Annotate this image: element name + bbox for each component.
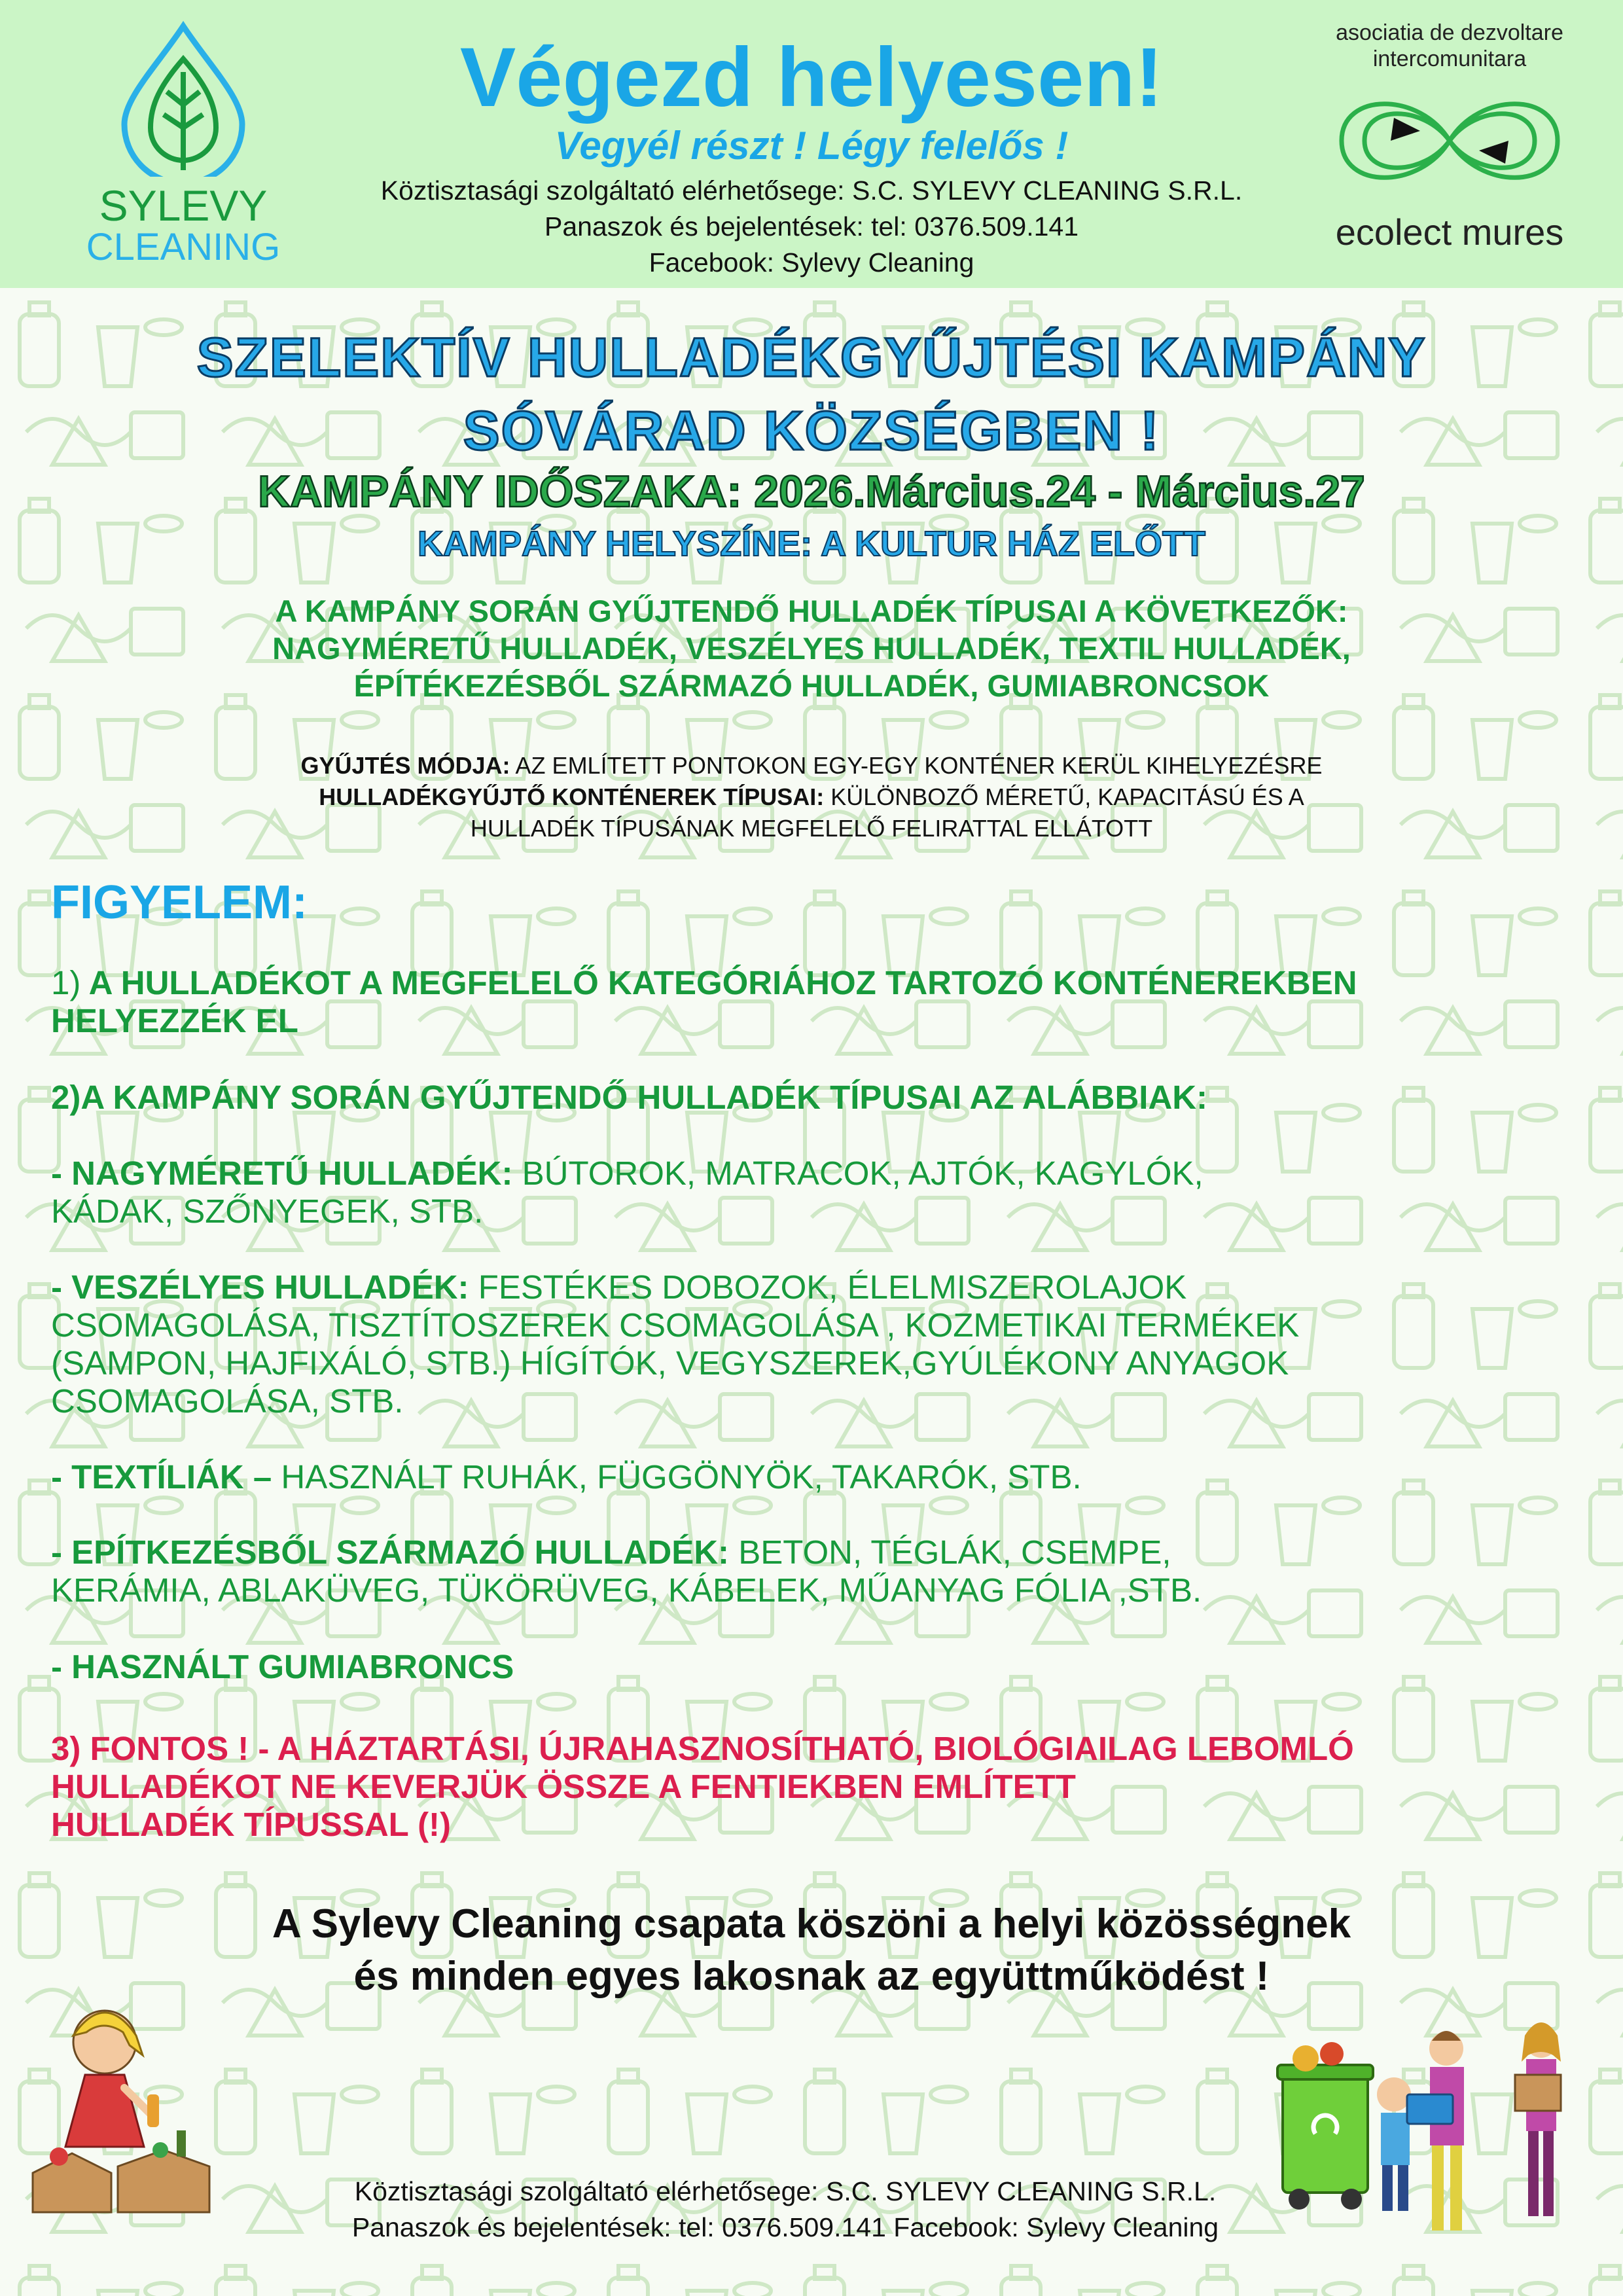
bulky-waste-text: BÚTOROK, MATRACOK, AJTÓK, KAGYLÓK,: [512, 1155, 1204, 1192]
notice-item1-line2: HELYEZZÉK EL: [51, 1002, 298, 1039]
construction-waste-text: BETON, TÉGLÁK, CSEMPE,: [729, 1534, 1171, 1571]
campaign-place: KAMPÁNY HELYSZÍNE: A KULTUR HÁZ ELŐTT: [417, 524, 1205, 564]
important-line1: 3) FONTOS ! - A HÁZTARTÁSI, ÚJRAHASZNOSÍTHATÓ, BIOLÓGIAILAG LEBOMLÓ: [51, 1730, 1354, 1767]
types-line1: A KAMPÁNY SORÁN GYŰJTENDŐ HULLADÉK TÍPUSAI A KÖVETKEZŐK:: [275, 594, 1348, 628]
item1-text: A HULLADÉKOT A MEGFELELŐ KATEGÓRIÁHOZ TARTOZÓ KONTÉNEREKBEN: [80, 964, 1357, 1001]
hazardous-waste-text3: (SAMPON, HAJFIXÁLÓ, STB.) HÍGÍTÓK, VEGYSZEREK,GYÚLÉKONY ANYAGOK: [51, 1344, 1289, 1382]
textiles-label: - TEXTÍLIÁK –: [51, 1458, 272, 1496]
important-line3: HULLADÉK TÍPUSSAL (!): [51, 1806, 452, 1843]
campaign-title-line2: SÓVÁRAD KÖZSÉGBEN !: [463, 400, 1160, 461]
footer-company: Köztisztasági szolgáltató elérhetősege: S.C. SYLEVY CLEANING S.R.L.: [354, 2176, 1217, 2206]
infinity-recycle-icon: [1302, 72, 1597, 209]
ecolect-logo: [1302, 20, 1597, 268]
sylevy-logo: [79, 20, 288, 268]
method-text: AZ EMLÍTETT PONTOKON EGY-EGY KONTÉNER KERÜL KIHELYEZÉSRE: [510, 752, 1323, 779]
header-contact-phone: Panaszok és bejelentések: tel: 0376.509.141: [544, 211, 1079, 242]
collection-method: [65, 750, 1558, 781]
notice-item1-line1: [51, 964, 1576, 1002]
logo-sylevy-text: SYLEVY: [99, 181, 268, 230]
hazardous-waste-line4: [51, 1382, 1576, 1420]
page-title: Végezd helyesen!: [459, 31, 1164, 124]
used-tires: - HASZNÁLT GUMIABRONCS: [51, 1648, 514, 1685]
thanks-line1: A Sylevy Cleaning csapata köszöni a helyi közösségnek: [272, 1901, 1351, 1946]
containers-text-line2: HULLADÉK TÍPUSÁNAK MEGFELELŐ FELIRATTAL ELLÁTOTT: [470, 815, 1153, 842]
hazardous-waste-line2: [51, 1306, 1576, 1344]
textiles-line: [51, 1458, 1576, 1496]
bulky-waste-line2: [51, 1193, 1576, 1230]
notice-heading: FIGYELEM:: [51, 876, 308, 929]
hazardous-waste-label: - VESZÉLYES HULLADÉK:: [51, 1268, 469, 1306]
notice-item2: 2)A KAMPÁNY SORÁN GYŰJTENDŐ HULLADÉK TÍPUSAI AZ ALÁBBIAK:: [51, 1079, 1208, 1116]
bulky-waste-line1: [51, 1155, 1576, 1193]
types-line2: NAGYMÉRETŰ HULLADÉK, VESZÉLYES HULLADÉK, TEXTIL HULLADÉK,: [272, 631, 1351, 666]
container-types: [65, 781, 1558, 813]
logo-cleaning-text: CLEANING: [86, 226, 281, 268]
header-contact-company: Köztisztasági szolgáltató elérhetősege: S.C. SYLEVY CLEANING S.R.L.: [380, 175, 1243, 206]
header-contact-facebook: Facebook: Sylevy Cleaning: [649, 247, 974, 278]
leaf-drop-icon: [79, 20, 288, 177]
bulky-waste-text2: KÁDAK, SZŐNYEGEK, STB.: [51, 1193, 484, 1230]
thanks-message: [39, 1898, 1584, 2003]
hazardous-waste-text: FESTÉKES DOBOZOK, ÉLELMISZEROLAJOK: [469, 1268, 1187, 1306]
construction-waste-text2: KERÁMIA, ABLAKÜVEG, TÜKÖRÜVEG, KÁBELEK, MŰANYAG FÓLIA ,STB.: [51, 1571, 1202, 1609]
construction-waste-label: - EPÍTKEZÉSBŐL SZÁRMAZÓ HULLADÉK:: [51, 1534, 730, 1571]
item1-number: 1): [51, 964, 81, 1001]
important-line2: HULLADÉKOT NE KEVERJÜK ÖSSZE A FENTIEKBEN EMLÍTETT: [51, 1768, 1076, 1805]
ecolect-mures-text: ecolect mures: [1335, 211, 1564, 253]
hazardous-waste-text2: CSOMAGOLÁSA, TISZTÍTOSZEREK CSOMAGOLÁSA , KOZMETIKAI TERMÉKEK: [51, 1306, 1300, 1344]
types-line3: ÉPÍTÉKEZÉSBŐL SZÁRMAZÓ HULLADÉK, GUMIABRONCSOK: [353, 668, 1270, 703]
method-label: GYŰJTÉS MÓDJA:: [300, 752, 510, 779]
textiles-text: HASZNÁLT RUHÁK, FÜGGÖNYÖK, TAKARÓK, STB.: [272, 1458, 1082, 1496]
containers-label: HULLADÉKGYŰJTŐ KONTÉNEREK TÍPUSAI:: [319, 783, 825, 810]
hazardous-waste-text4: CSOMAGOLÁSA, STB.: [51, 1382, 404, 1420]
construction-waste-line1: [51, 1534, 1576, 1571]
containers-text: KÜLÖNBOZŐ MÉRETŰ, KAPACITÁSÚ ÉS A: [824, 783, 1304, 810]
construction-waste-line2: [51, 1571, 1576, 1609]
hazardous-waste-line1: [51, 1268, 1576, 1306]
thanks-line2: és minden egyes lakosnak az együttműködést !: [353, 1954, 1270, 1999]
campaign-period: KAMPÁNY IDŐSZAKA: 2026.Március.24 - Március.27: [258, 467, 1365, 516]
ecolect-association-line2: intercomunitara: [1372, 46, 1527, 71]
page-subtitle: Vegyél részt ! Légy felelős !: [554, 124, 1069, 168]
hazardous-waste-line3: [51, 1344, 1576, 1382]
bulky-waste-label: - NAGYMÉRETŰ HULLADÉK:: [51, 1155, 513, 1192]
campaign-title-line1: SZELEKTÍV HULLADÉKGYŰJTÉSI KAMPÁNY: [196, 327, 1427, 388]
footer-contacts: Panaszok és bejelentések: tel: 0376.509.141 Facebook: Sylevy Cleaning: [351, 2212, 1219, 2242]
ecolect-association-line1: asociatia de dezvoltare: [1336, 20, 1563, 45]
